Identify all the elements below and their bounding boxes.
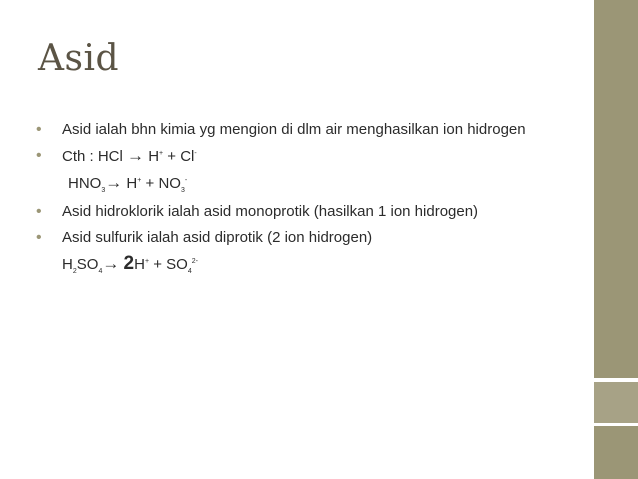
sidebar-block-top <box>594 0 638 378</box>
bullet-example: • Cth : HCl → H+ + Cl- <box>36 146 197 165</box>
sidebar-block-bottom <box>594 426 638 479</box>
sidebar-decoration <box>594 0 638 479</box>
sidebar-block-middle <box>594 382 638 423</box>
bullet-diprotic: • Asid sulfurik ialah asid diprotik (2 ion hidrogen) <box>36 227 556 249</box>
slide-content <box>36 119 556 282</box>
bullet-icon: • <box>36 203 42 220</box>
bullet-icon: • <box>36 121 42 138</box>
bullet-definition: • Asid ialah bhn kimia yg mengion di dlm air menghasilkan ion hidrogen <box>36 119 556 141</box>
bullet-icon: • <box>36 147 42 164</box>
equation-hno3: $HNO_3\to H^+ + NO_3^-$ <box>68 173 188 194</box>
bullet-icon: • <box>36 229 42 246</box>
equation-h2so4: $H_2SO_4\to 2H^+ + SO_4^{2-}$ <box>62 253 198 275</box>
bullet-monoprotic: • Asid hidroklorik ialah asid monoprotik (hasilkan 1 ion hidrogen) <box>36 201 556 223</box>
slide-title: Asid <box>38 38 120 79</box>
